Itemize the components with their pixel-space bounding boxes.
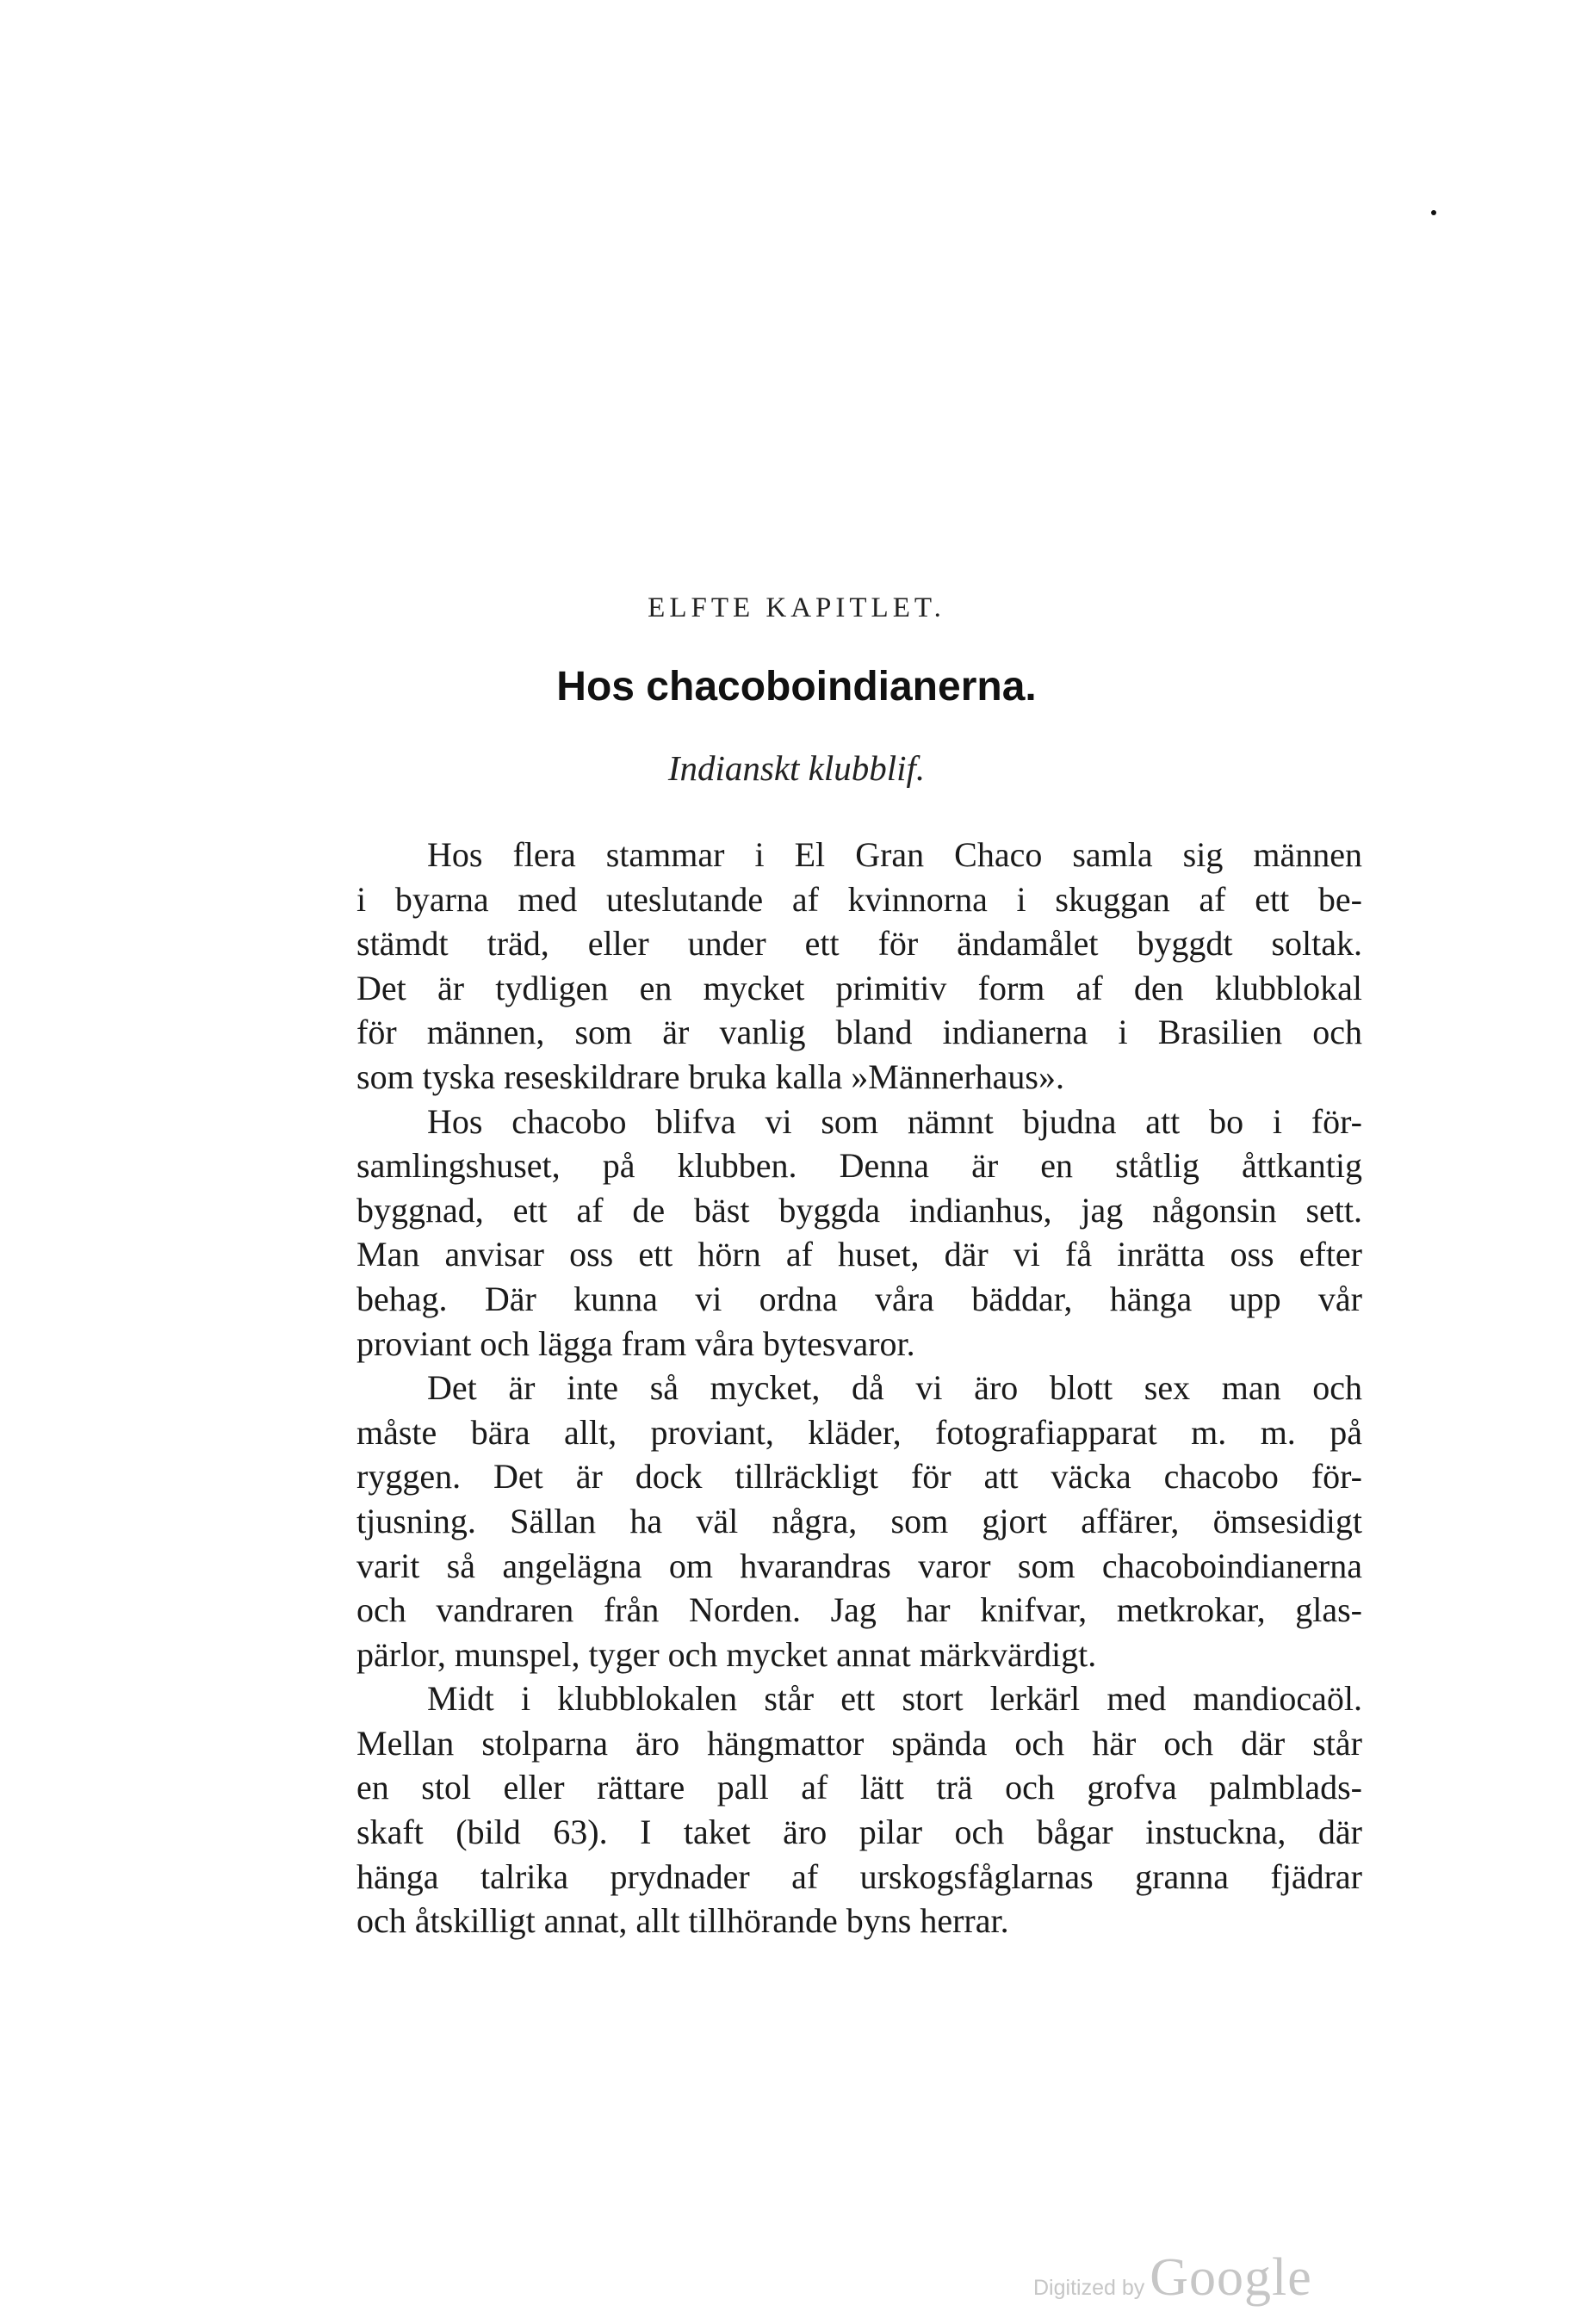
text-line: Det är tydligen en mycket primitiv form af den klubblokal <box>356 968 1362 1007</box>
text-line: Man anvisar oss ett hörn af huset, där vi få inrätta oss efter <box>356 1235 1362 1274</box>
text-line: Midt i klubblokalen står ett stort lerkärl med mandiocaöl. <box>427 1679 1362 1719</box>
text-line: samlingshuset, på klubben. Denna är en ståtlig åttkantig <box>356 1146 1362 1186</box>
text-line: måste bära allt, proviant, kläder, fotografiapparat m. m. på <box>356 1412 1362 1452</box>
text-line: Hos chacobo blifva vi som nämnt bjudna att bo i för- <box>427 1101 1362 1141</box>
text-line: Det är inte så mycket, då vi äro blott sex man och <box>427 1368 1362 1408</box>
text-line: behag. Där kunna vi ordna våra bäddar, hänga upp vår <box>356 1279 1362 1318</box>
text-line: skaft (bild 63). I taket äro pilar och bågar instuckna, där <box>356 1813 1362 1852</box>
text-line: hänga talrika prydnader af urskogsfåglarnas granna fjädrar <box>356 1856 1362 1896</box>
text-line: byggnad, ett af de bäst byggda indianhus, jag någonsin sett. <box>356 1190 1362 1230</box>
section-title: Indianskt klubblif. <box>667 748 926 788</box>
text-line: tjusning. Sällan ha väl några, som gjort affärer, ömsesidigt <box>356 1501 1362 1540</box>
watermark-prefix: Digitized by <box>1033 2276 1145 2300</box>
text-line: pärlor, munspel, tyger och mycket annat märkvärdigt. <box>356 1634 1097 1674</box>
chapter-title: Hos chacoboindianerna. <box>556 664 1037 710</box>
text-line: och vandraren från Norden. Jag har knifvar, metkrokar, glas- <box>356 1590 1362 1630</box>
google-logo: Google <box>1150 2248 1312 2307</box>
ink-speck <box>1431 210 1436 215</box>
chapter-label: ELFTE KAPITLET. <box>648 592 945 623</box>
text-line: Mellan stolparna äro hängmattor spända och här och där står <box>356 1723 1362 1763</box>
text-line: en stol eller rättare pall af lätt trä och grofva palmblads- <box>356 1768 1362 1807</box>
text-line: proviant och lägga fram våra bytesvaror. <box>356 1323 915 1363</box>
text-line: i byarna med uteslutande af kvinnorna i skuggan af ett be- <box>356 879 1362 919</box>
text-line: för männen, som är vanlig bland indianerna i Brasilien och <box>356 1013 1362 1052</box>
text-line: Hos flera stammar i El Gran Chaco samla sig männen <box>427 835 1362 874</box>
text-line: och åtskilligt annat, allt tillhörande byns herrar. <box>356 1901 1009 1941</box>
digitized-watermark <box>1033 2247 1312 2307</box>
text-line: ryggen. Det är dock tillräckligt för att väcka chacobo för- <box>356 1457 1362 1497</box>
body-text <box>356 833 1362 1943</box>
text-line: som tyska reseskildrare bruka kalla »Männerhaus». <box>356 1057 1064 1096</box>
text-line: varit så angelägna om hvarandras varor som chacoboindianerna <box>356 1546 1362 1585</box>
text-line: stämdt träd, eller under ett för ändamålet byggdt soltak. <box>356 924 1362 964</box>
